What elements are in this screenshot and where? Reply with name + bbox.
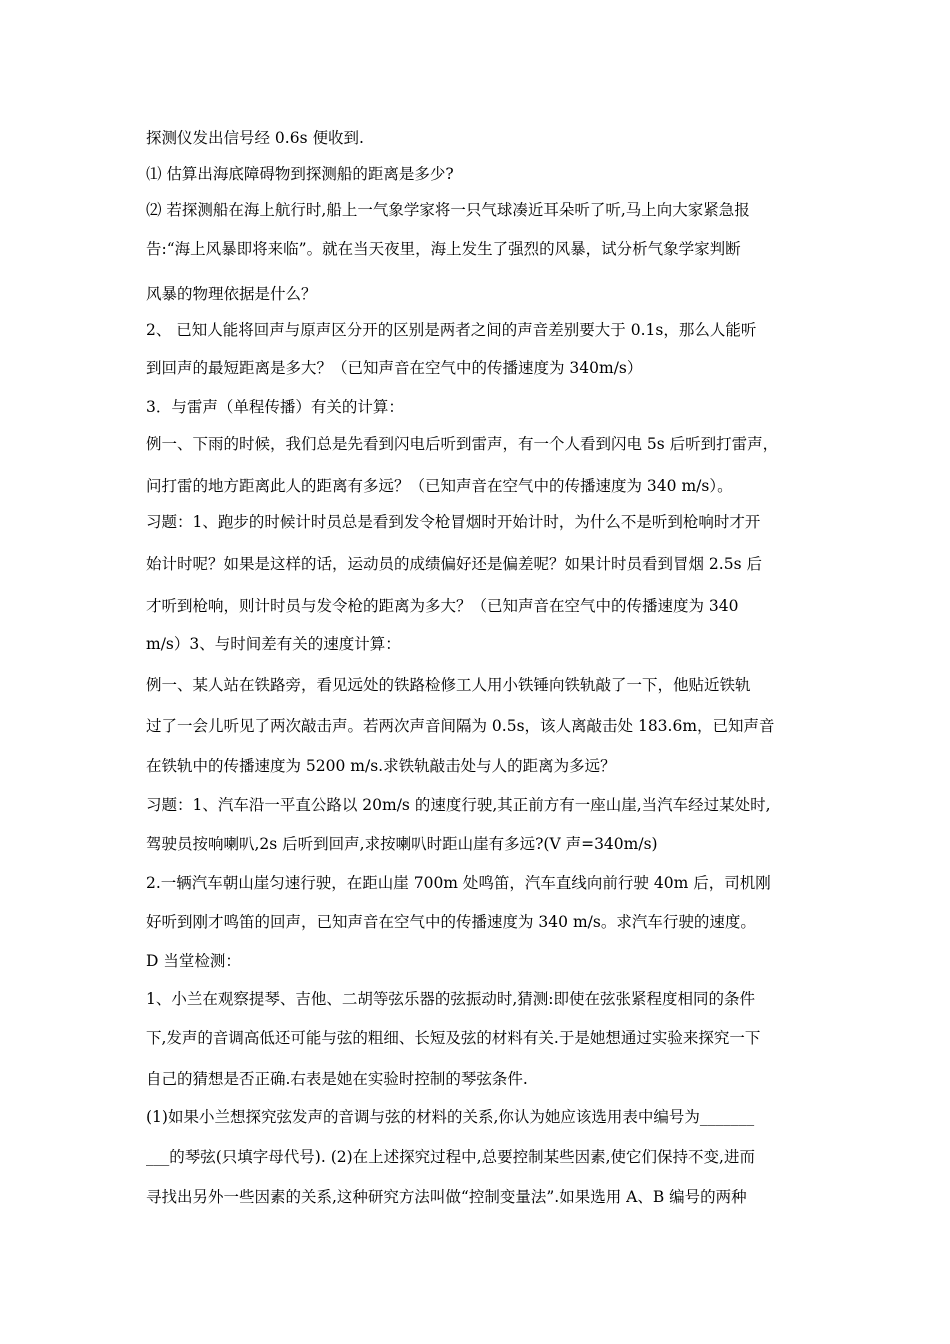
text-line: 才听到枪响，则计时员与发令枪的距离为多大？（已知声音在空气中的传播速度为 340 (146, 597, 739, 615)
text-line: 在铁轨中的传播速度为 5200 m/s.求铁轨敲击处与人的距离为多远？ (146, 757, 616, 775)
text-line: 风暴的物理依据是什么？ (146, 285, 317, 303)
text-line: 例一、某人站在铁路旁，看见远处的铁路检修工人用小铁锤向铁轨敲了一下，他贴近铁轨 (146, 676, 751, 694)
text-line: 1、小兰在观察提琴、吉他、二胡等弦乐器的弦振动时,猜测:即使在弦张紧程度相同的条件 (146, 990, 756, 1008)
text-line: m/s）3、与时间差有关的速度计算： (146, 635, 401, 653)
text-line: 好听到刚才鸣笛的回声，已知声音在空气中的传播速度为 340 m/s。求汽车行驶的速度。 (146, 913, 756, 931)
text-line: 例一、下雨的时候，我们总是先看到闪电后听到雷声，有一个人看到闪电 5s 后听到打雷声， (146, 435, 779, 453)
text-line: (1)如果小兰想探究弦发声的音调与弦的材料的关系,你认为她应该选用表中编号为_______ (146, 1108, 755, 1126)
text-line: D 当堂检测： (146, 952, 241, 970)
text-line: 到回声的最短距离是多大？（已知声音在空气中的传播速度为 340m/s） (146, 359, 643, 377)
text-line: 探测仪发出信号经 0.6s 便收到. (146, 129, 364, 147)
text-line: 下,发声的音调高低还可能与弦的粗细、长短及弦的材料有关.于是她想通过实验来探究一下 (146, 1029, 761, 1047)
text-line: 驾驶员按响喇叭,2s 后听到回声,求按喇叭时距山崖有多远?(V 声=340m/s) (146, 835, 658, 853)
text-line: 3．与雷声（单程传播）有关的计算： (146, 398, 404, 416)
text-line: 告:“海上风暴即将来临”。就在当天夜里，海上发生了强烈的风暴，试分析气象学家判断 (146, 240, 741, 258)
text-line: 过了一会儿听见了两次敲击声。若两次声音间隔为 0.5s，该人离敲击处 183.6m，已知声音 (146, 717, 775, 735)
text-line: 寻找出另外一些因素的关系,这种研究方法叫做“控制变量法”.如果选用 A、B 编号的两种 (146, 1188, 747, 1206)
text-line: ⑴ 估算出海底障碍物到探测船的距离是多少? (146, 165, 454, 183)
text-line: 2.一辆汽车朝山崖匀速行驶，在距山崖 700m 处鸣笛，汽车直线向前行驶 40m 后，司机刚 (146, 874, 771, 892)
text-line: 自己的猜想是否正确.右表是她在实验时控制的琴弦条件. (146, 1070, 528, 1088)
text-line: 始计时呢？如果是这样的话，运动员的成绩偏好还是偏差呢？如果计时员看到冒烟 2.5s 后 (146, 555, 762, 573)
text-line: ___的琴弦(只填字母代号). (2)在上述探究过程中,总要控制某些因素,使它们保持不变,进而 (146, 1148, 755, 1166)
text-line: ⑵ 若探测船在海上航行时,船上一气象学家将一只气球凑近耳朵听了听,马上向大家紧急报 (146, 201, 750, 219)
text-line: 2、 已知人能将回声与原声区分开的区别是两者之间的声音差别要大于 0.1s，那么人能听 (146, 321, 757, 339)
text-line: 习题：1、汽车沿一平直公路以 20m/s 的速度行驶,其正前方有一座山崖,当汽车经过某处时, (146, 796, 771, 814)
text-line: 问打雷的地方距离此人的距离有多远？（已知声音在空气中的传播速度为 340 m/s）。 (146, 477, 733, 495)
text-line: 习题：1、跑步的时候计时员总是看到发令枪冒烟时开始计时，为什么不是听到枪响时才开 (146, 513, 761, 531)
